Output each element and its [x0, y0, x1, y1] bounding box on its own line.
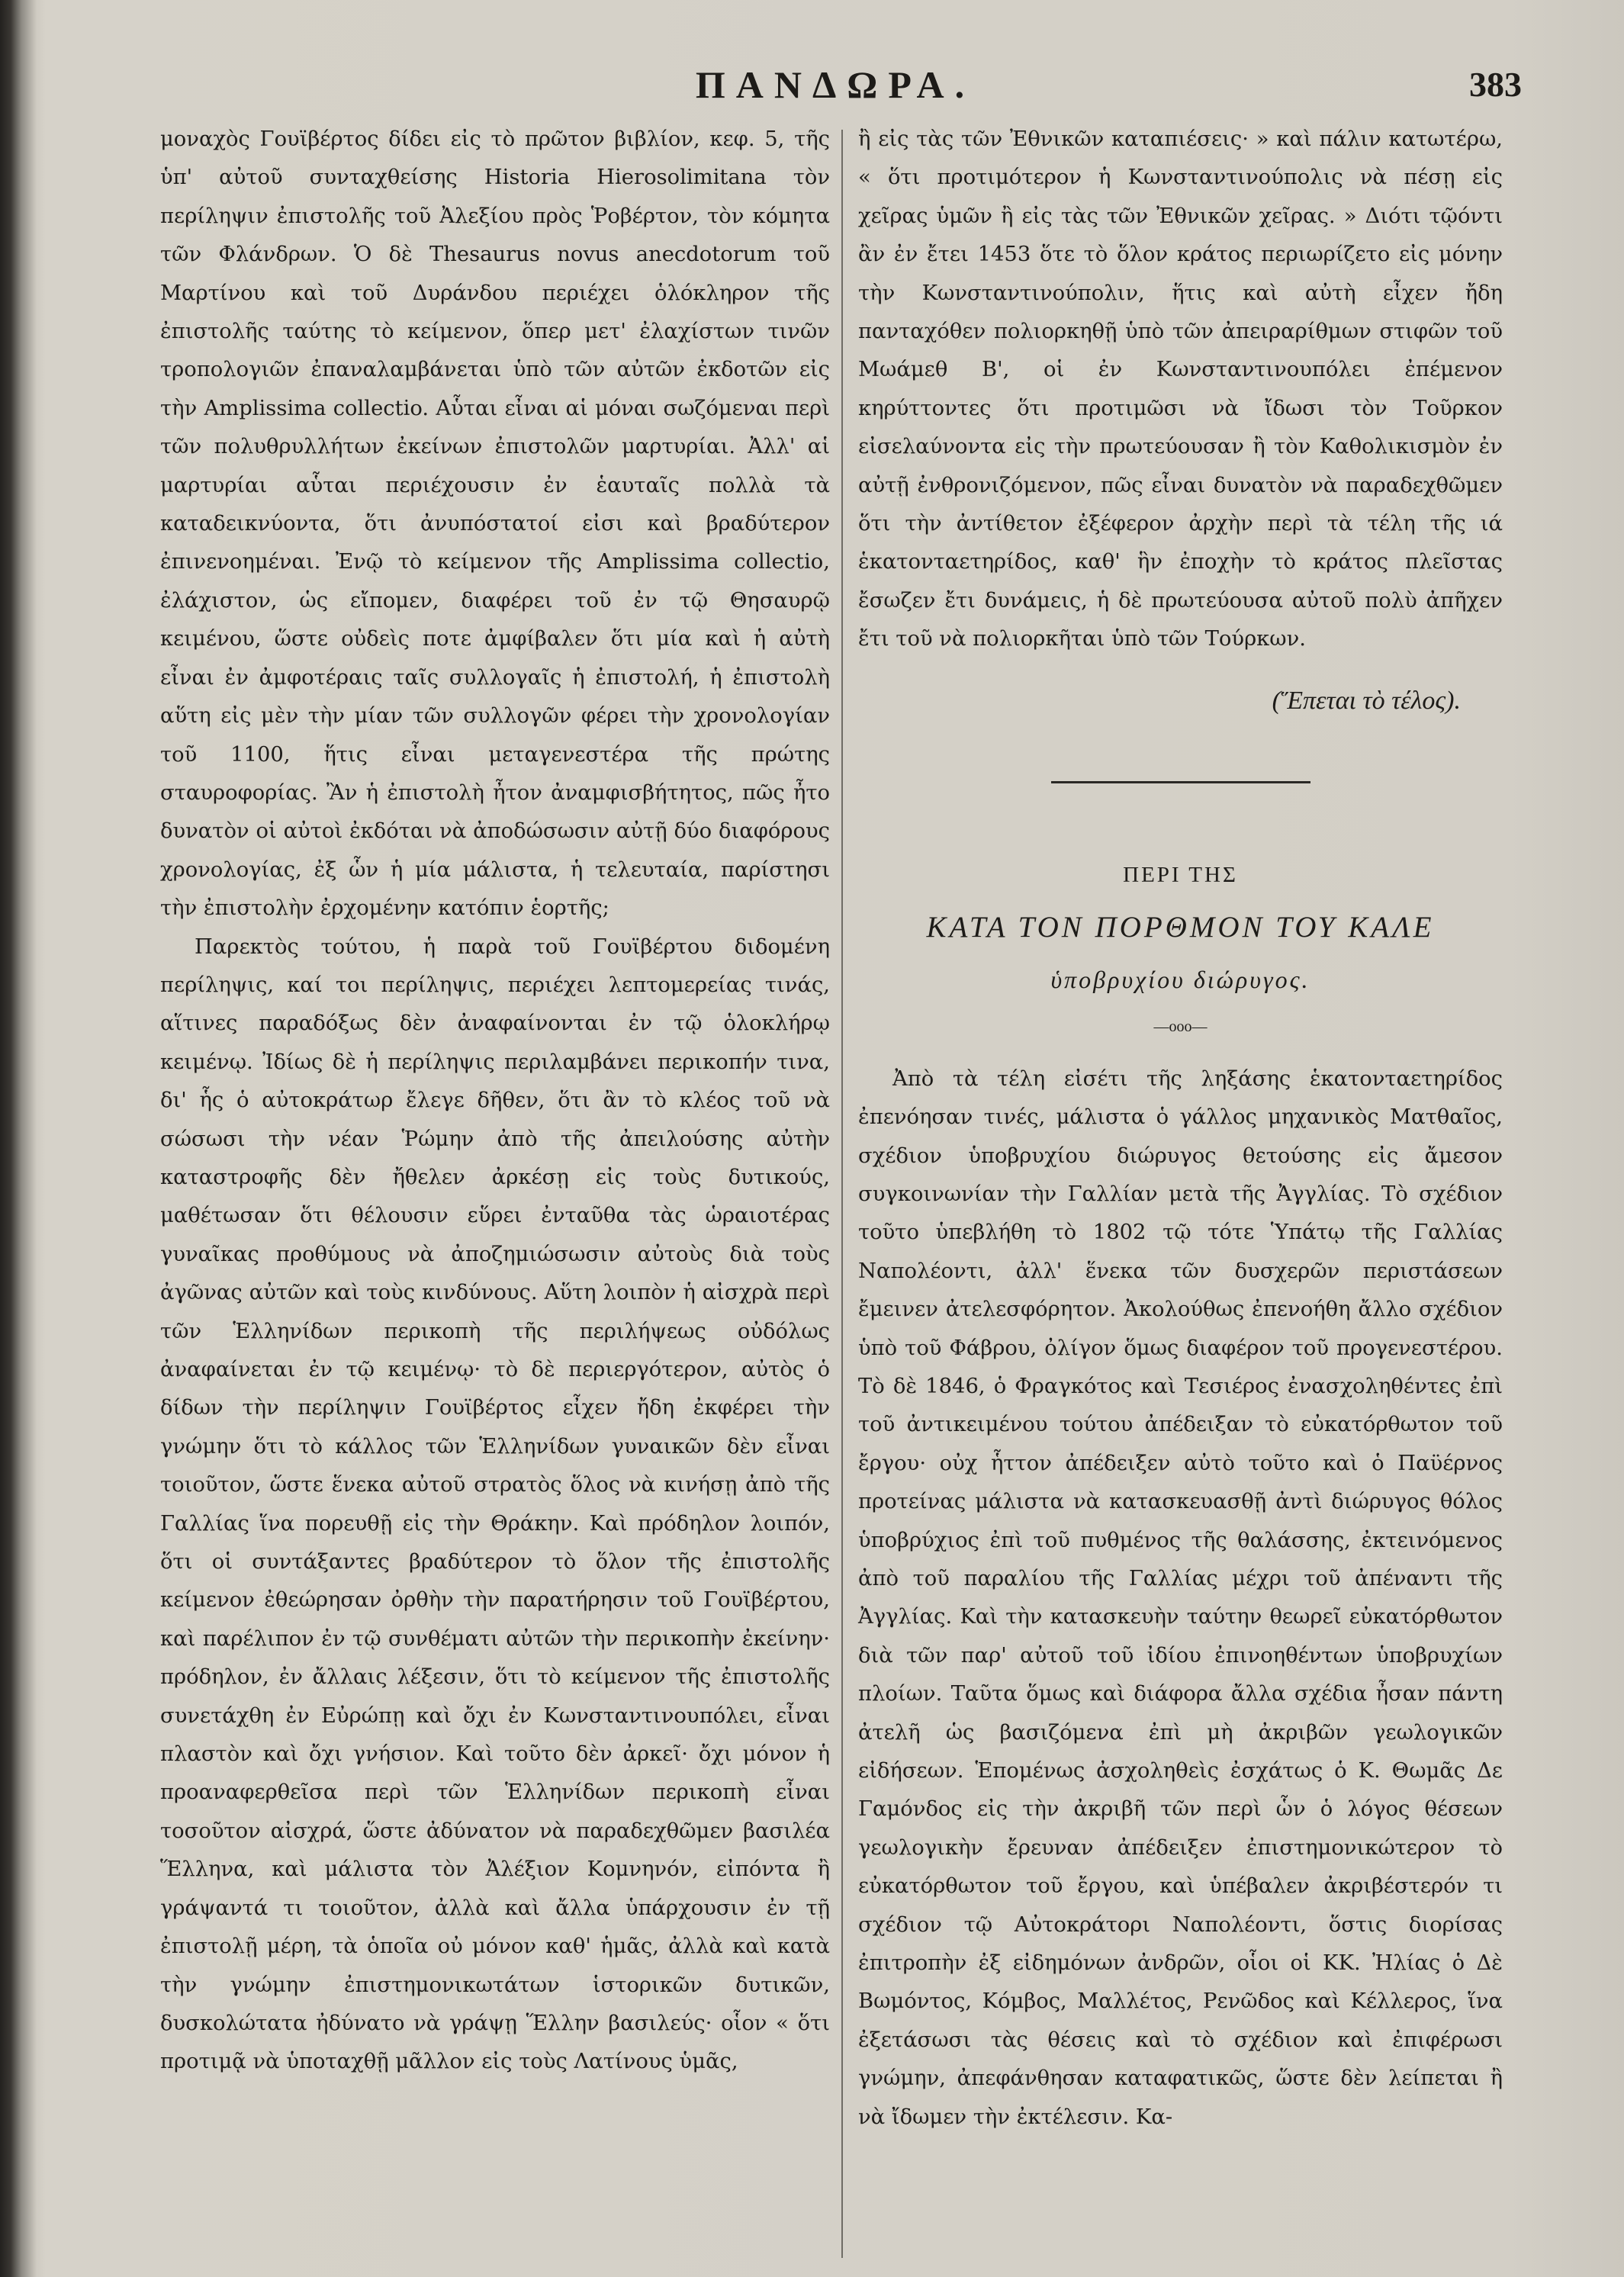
page-header [164, 63, 1522, 108]
right-paragraph-2: Ἀπὸ τὰ τέλη εἰσέτι τῆς ληξάσης ἑκατονταετηρίδος ἐπενόησαν τινές, μάλιστα ὁ γάλλος μηχανικὸς Ματθαῖος, σχέδιον ὑποβρυχίου διώρυγος θετούσης εἰς ἄμεσον συγκοινωνίαν τὴν Γαλλίαν μετὰ τῆς Ἀγγλίας. Τὸ σχέδιον τοῦτο ὑπεβλήθη τὸ 1802 τῷ τότε Ὑπάτῳ τῆς Γαλλίας Ναπολέοντι, ἀλλ' ἕνεκα τῶν δυσχερῶν περιστάσεων ἔμεινεν ἀτελεσφόρητον. Ἀκολούθως ἐπενοήθη ἄλλο σχέδιον ὑπὸ τοῦ Φάβρου, ὀλίγον ὅμως διαφέρον τοῦ προγενεστέρου. Τὸ δὲ 1846, ὁ Φραγκότος καὶ Τεσιέρος ἐνασχοληθέντες ἐπὶ τοῦ ἀντικειμένου τούτου ἀπέδειξαν τὸ εὐκατόρθωτον τοῦ ἔργου· οὐχ ἧττον ἀπέδειξεν αὐτὸ τοῦτο καὶ ὁ Παϋέρνος προτείνας μάλιστα νὰ κατασκευασθῇ ἀντὶ διώρυγος θόλος ὑποβρύχιος ἐπὶ τοῦ πυθμένος τῆς θαλάσσης, ἐκτεινόμενος ἀπὸ τοῦ παραλίου τῆς Γαλλίας μέχρι τοῦ ἀπέναντι τῆς Ἀγγλίας. Καὶ τὴν κατασκευὴν ταύτην θεωρεῖ εὐκατόρθωτον διὰ τῶν παρ' αὐτοῦ τοῦ ἰδίου ἐπινοηθέντων ὑποβρυχίων πλοίων. Ταῦτα ὅμως καὶ διάφορα ἄλλα σχέδια ἦσαν πάντη ἀτελῆ ὡς βασιζόμενα ἐπὶ μὴ ἀκριβῶν γεωλογικῶν εἰδήσεων. Ἑπομένως ἀσχοληθεὶς ἐσχάτως ὁ Κ. Θωμᾶς Δε Γαμόνδος εἰς τὴν ἀκριβῆ τῶν περὶ ὧν ὁ λόγος θέσεων γεωλογικὴν ἔρευναν ἀπέδειξεν ἐπιστημονικώτερον τὸ εὐκατόρθωτον τοῦ ἔργου, καὶ ὑπέβαλεν ἀκριβέστερόν τι σχέδιον τῷ Αὐτοκράτορι Ναπολέοντι, ὅστις διορίσας ἐπιτροπὴν ἐξ εἰδημόνων ἀνδρῶν, οἷοι οἱ ΚΚ. Ἠλίας ὁ Δὲ Βωμόντος, Κόμβος, Μαλλέτος, Ρενῶδος καὶ Κέλλερος, ἵνα ἐξετάσωσι τὰς θέσεις καὶ τὸ σχέδιον καὶ ἐπιφέρωσι γνώμην, ἀπεφάνθησαν καταφατικῶς, ὥστε δὲν λείπεται ἢ νὰ ἴδωμεν τὴν ἐκτέλεσιν. Κα- [858, 1066, 1503, 2129]
page-number: 383 [1469, 65, 1522, 104]
left-paragraph-2: Παρεκτὸς τούτου, ἡ παρὰ τοῦ Γουϊβέρτου διδομένη περίληψις, καί τοι περίληψις, περιέχει λεπτομερείας τινάς, αἵτινες παραδόξως δὲν ἀναφαίνονται ἐν τῷ ὁλοκλήρῳ κειμένῳ. Ἰδίως δὲ ἡ περίληψις περιλαμβάνει περικοπήν τινα, δι' ἧς ὁ αὐτοκράτωρ ἔλεγε δῆθεν, ὅτι ἂν τὸ κλέος τοῦ νὰ σώσωσι τὴν νέαν Ῥώμην ἀπὸ τῆς ἀπειλούσης αὐτὴν καταστροφῆς δὲν ἤθελεν ἀρκέσῃ εἰς τοὺς δυτικούς, μαθέτωσαν ὅτι θέλουσιν εὕρει ἐνταῦθα τὰς ὡραιοτέρας γυναῖκας προθύμους νὰ ἀποζημιώσωσιν αὐτοὺς διὰ τοὺς ἀγῶνας αὐτῶν καὶ τοὺς κινδύνους. Αὕτη λοιπὸν ἡ αἰσχρὰ περὶ τῶν Ἑλληνίδων περικοπὴ τῆς περιλήψεως οὐδόλως ἀναφαίνεται ἐν τῷ κειμένῳ· τὸ δὲ περιεργότερον, αὐτὸς ὁ δίδων τὴν περίληψιν Γουϊβέρτος εἶχεν ἤδη ἐκφέρει τὴν γνώμην ὅτι τὸ κάλλος τῶν Ἑλληνίδων γυναικῶν δὲν εἶναι τοιοῦτον, ὥστε ἕνεκα αὐτοῦ στρατὸς ὅλος νὰ κινήσῃ ἀπὸ τῆς Γαλλίας ἵνα πορευθῇ εἰς τὴν Θράκην. Καὶ πρόδηλον λοιπόν, ὅτι οἱ συντάξαντες βραδύτερον τὸ ὅλον τῆς ἐπιστολῆς κείμενον ἐθεώρησαν ὀρθὴν τὴν παρατήρησιν τοῦ Γουϊβέρτου, καὶ παρέλιπον ἐν τῷ συνθέματι αὐτῶν τὴν περικοπὴν ἐκείνην· πρόδηλον, ἐν ἄλλαις λέξεσιν, ὅτι τὸ κείμενον τῆς ἐπιστολῆς συνετάχθη ἐν Εὐρώπῃ καὶ ὄχι ἐν Κωνσταντινουπόλει, εἶναι πλαστὸν καὶ ὄχι γνήσιον. Καὶ τοῦτο δὲν ἀρκεῖ· ὄχι μόνον ἡ προαναφερθεῖσα περὶ τῶν Ἑλληνίδων περικοπὴ εἶναι τοσοῦτον αἰσχρά, ὥστε ἀδύνατον νὰ παραδεχθῶμεν βασιλέα Ἕλληνα, καὶ μάλιστα τὸν Ἀλέξιον Κομνηνόν, εἰπόντα ἢ γράψαντά τι τοιοῦτον, ἀλλὰ καὶ ἄλλα ὑπάρχουσιν ἐν τῇ ἐπιστολῇ μέρη, τὰ ὁποῖα οὐ μόνον καθ' ἡμᾶς, ἀλλὰ καὶ κατὰ τὴν γνώμην ἐπιστημονικωτάτων ἱστορικῶν δυτικῶν, δυσκολώτατα ἠδύνατο νὰ γράψῃ Ἕλλην βασιλεύς· οἷον « ὅτι προτιμᾷ νὰ ὑποταχθῇ μᾶλλον εἰς τοὺς Λατίνους ὑμᾶς, [160, 934, 830, 2074]
column-divider [841, 130, 843, 2258]
left-paragraph-1: μοναχὸς Γουϊβέρτος δίδει εἰς τὸ πρῶτον βιβλίον, κεφ. 5, τῆς ὑπ' αὐτοῦ συνταχθείσης Historia Hierosolimitana τὸν περίληψιν ἐπιστολῆς τοῦ Ἀλεξίου πρὸς Ῥοβέρτον, τὸν κόμητα τῶν Φλάνδρων. Ὁ δὲ Thesaurus novus anecdotorum τοῦ Μαρτίνου καὶ τοῦ Δυράνδου περιέχει ὁλόκληρον τῆς ἐπιστολῆς ταύτης τὸ κείμενον, ὅπερ μετ' ἐλαχίστων τινῶν τροπολογιῶν ἐπαναλαμβάνεται ὑπὸ τῶν αὐτῶν ἐκδοτῶν εἰς τὴν Amplissima collectio. Αὗται εἶναι αἱ μόναι σωζόμεναι περὶ τῶν πολυθρυλλήτων ἐκείνων ἐπιστολῶν μαρτυρίαι. Ἀλλ' αἱ μαρτυρίαι αὗται περιέχουσιν ἐν ἑαυταῖς πολλὰ τὰ καταδεικνύοντα, ὅτι ἀνυπόστατοί εἰσι καὶ βραδύτερον ἐπινενοημέναι. Ἐνῷ τὸ κείμενον τῆς Amplissima collectio, ἐλάχιστον, ὡς εἴπομεν, διαφέρει τοῦ ἐν τῷ Θησαυρῷ κειμένου, ὥστε οὐδεὶς ποτε ἀμφίβαλεν ὅτι μία καὶ ἡ αὐτὴ εἶναι ἐν ἀμφοτέραις ταῖς συλλογαῖς ἡ ἐπιστολή, ἡ ἐπιστολὴ αὕτη εἰς μὲν τὴν μίαν τῶν συλλογῶν φέρει τὴν χρονολογίαν τοῦ 1100, ἥτις εἶναι μεταγενεστέρα τῆς πρώτης σταυροφορίας. Ἂν ἡ ἐπιστολὴ ἦτον ἀναμφισβήτητος, πῶς ἦτο δυνατὸν οἱ αὐτοὶ ἐκδόται νὰ ἀποδώσωσιν αὐτῇ δύο διαφόρους χρονολογίας, ἐξ ὧν ἡ μία μάλιστα, ἡ τελευταία, παρίστησι τὴν ἐπιστολὴν ἐρχομένην κατόπιν ἑορτῆς; [160, 127, 830, 921]
article-heading-pre: ΠΕΡΙ ΤΗΣ [1123, 863, 1238, 888]
section-rule [1051, 781, 1310, 783]
running-title: ΠΑΝΔΩΡΑ. [695, 63, 976, 106]
article-subheading: ὑποβρυχίου διώρυγος. [1050, 965, 1310, 993]
right-column [858, 121, 1503, 2137]
article-heading: ΚΑΤΑ ΤΟΝ ΠΟΡΘΜΟΝ ΤΟΥ ΚΑΛΕ [926, 910, 1435, 944]
right-paragraph-1: ἢ εἰς τὰς τῶν Ἐθνικῶν καταπιέσεις· » καὶ πάλιν κατωτέρω, « ὅτι προτιμότερον ἡ Κωνσταντινούπολις νὰ πέσῃ εἰς χεῖρας ὑμῶν ἢ εἰς τὰς τῶν Ἐθνικῶν χεῖρας. » Διότι τῷόντι ἂν ἐν ἔτει 1453 ὅτε τὸ ὅλον κράτος περιωρίζετο εἰς μόνην τὴν Κωνσταντινούπολιν, ἥτις καὶ αὐτὴ εἶχεν ἤδη πανταχόθεν πολιορκηθῇ ὑπὸ τῶν ἀπειραρίθμων στιφῶν τοῦ Μωάμεθ Β', οἱ ἐν Κωνσταντινουπόλει ἐπέμενον κηρύττοντες ὅτι προτιμῶσι νὰ ἴδωσι τὸν Τοῦρκον εἰσελαύνοντα εἰς τὴν πρωτεύουσαν ἢ τὸν Καθολικισμὸν ἐν αὐτῇ ἐνθρονιζόμενον, πῶς εἶναι δυνατὸν νὰ παραδεχθῶμεν ὅτι τὴν ἀντίθετον ἐξέφερον ἀρχὴν περὶ τὰ τέλη τῆς ιά ἑκατονταετηρίδος, καθ' ἣν ἐποχὴν τὸ κράτος πλεῖστας ἔσωζεν ἔτι δυνάμεις, ἡ δὲ πρωτεύουσα αὐτοῦ πολὺ ἀπῆχεν ἔτι τοῦ νὰ πολιορκῆται ὑπὸ τῶν Τούρκων. [858, 127, 1503, 651]
ornament: —ooo— [1153, 1018, 1208, 1036]
left-column [160, 121, 830, 2082]
continuation-note: (Ἕπεται τὸ τέλος). [1272, 686, 1461, 715]
